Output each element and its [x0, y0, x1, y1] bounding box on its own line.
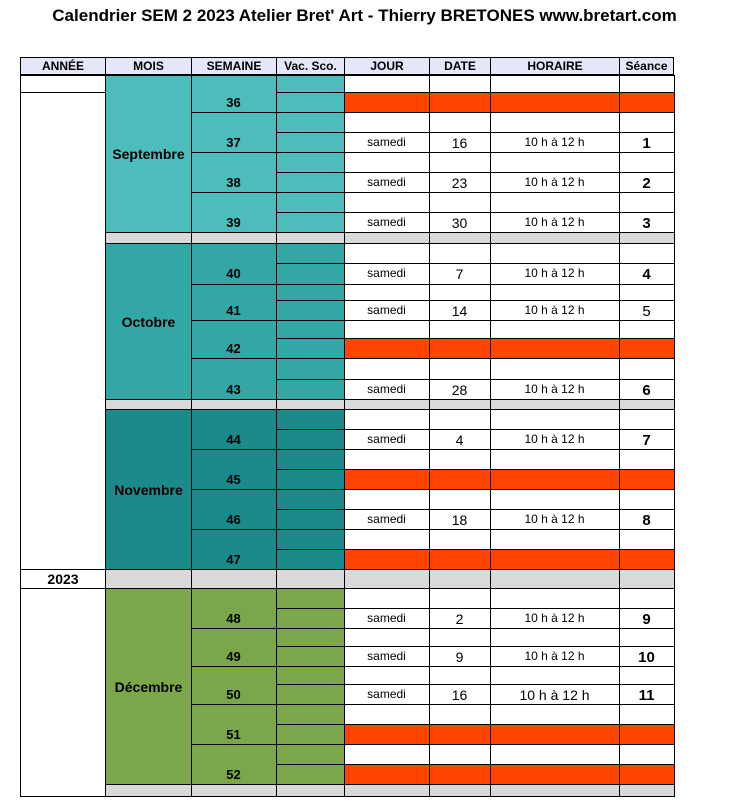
gap-cell	[429, 409, 491, 430]
gap-cell	[429, 744, 491, 765]
vac-cell	[276, 112, 345, 133]
separator-cell	[429, 569, 491, 589]
gap-cell	[619, 588, 675, 609]
gap-cell	[344, 192, 430, 213]
annee-top-row	[20, 75, 106, 93]
vac-cell	[276, 358, 345, 380]
separator-cell	[490, 569, 620, 589]
vac-cell	[276, 529, 345, 550]
header-vac-sco: Vac. Sco.	[276, 57, 345, 75]
header-horaire: HORAIRE	[490, 57, 620, 75]
week-number: 38	[226, 175, 241, 190]
seance-cell	[619, 764, 675, 785]
date-text: 14	[451, 303, 468, 319]
horaire-cell	[490, 764, 620, 785]
jour-text: samedi	[367, 135, 406, 149]
gap-cell	[344, 243, 430, 264]
gap-cell	[344, 744, 430, 765]
vac-cell	[276, 212, 345, 233]
separator-cell	[344, 569, 430, 589]
vac-cell	[276, 284, 345, 301]
seance-cell	[619, 338, 675, 359]
jour-text: samedi	[367, 266, 406, 280]
horaire-cell	[490, 724, 620, 745]
gap-cell	[490, 243, 620, 264]
annee-column	[20, 75, 106, 797]
gap-cell	[619, 449, 675, 470]
gap-cell	[429, 489, 491, 510]
gap-cell	[429, 284, 491, 301]
gap-cell	[344, 704, 430, 725]
week-number: 49	[226, 649, 241, 664]
gap-cell	[490, 529, 620, 550]
vac-cell	[276, 628, 345, 647]
seance-cell	[619, 549, 675, 570]
week-number: 40	[226, 266, 241, 281]
gap-cell	[344, 75, 430, 93]
gap-cell	[344, 284, 430, 301]
gap-cell	[429, 449, 491, 470]
year-cell: 2023	[20, 569, 106, 589]
jour-text: samedi	[367, 512, 406, 526]
gap-cell	[490, 666, 620, 685]
jour-text: samedi	[367, 432, 406, 446]
separator-cell	[490, 232, 620, 244]
horaire-cell	[490, 469, 620, 490]
gap-cell	[429, 112, 491, 133]
gap-cell	[619, 75, 675, 93]
jour-cell	[344, 92, 430, 113]
week-number: 51	[226, 727, 241, 742]
gap-cell	[429, 152, 491, 173]
separator-cell	[191, 784, 277, 797]
separator-cell	[619, 399, 675, 410]
vac-cell	[276, 92, 345, 113]
month-decembre: Décembre	[105, 588, 192, 785]
gap-cell	[344, 449, 430, 470]
separator-cell	[619, 784, 675, 797]
gap-cell	[619, 358, 675, 380]
jour-text: samedi	[367, 649, 406, 663]
week-number: 44	[226, 432, 241, 447]
seance-cell	[619, 724, 675, 745]
gap-cell	[490, 284, 620, 301]
gap-cell	[344, 152, 430, 173]
horaire-cell	[490, 92, 620, 113]
horaire-text: 10 h à 12 h	[524, 303, 585, 317]
date-text: 28	[451, 382, 468, 398]
vac-cell	[276, 192, 345, 213]
vac-cell	[276, 764, 345, 785]
vac-cell	[276, 684, 345, 705]
seance-text: 7	[642, 432, 651, 449]
gap-cell	[619, 192, 675, 213]
seance-text: 2	[642, 175, 651, 192]
jour-cell	[344, 764, 430, 785]
separator-cell	[619, 232, 675, 244]
month-octobre: Octobre	[105, 243, 192, 400]
gap-cell	[490, 744, 620, 765]
vac-cell	[276, 666, 345, 685]
seance-text: 5	[642, 303, 651, 320]
horaire-cell	[490, 338, 620, 359]
gap-cell	[429, 75, 491, 93]
separator-cell	[429, 232, 491, 244]
header-jour: JOUR	[344, 57, 430, 75]
gap-cell	[429, 704, 491, 725]
date-text: 16	[451, 687, 468, 703]
seance-text: 3	[642, 215, 651, 232]
date-cell	[429, 764, 491, 785]
header-seance: Séance	[619, 57, 674, 75]
vac-cell	[276, 608, 345, 629]
gap-cell	[429, 628, 491, 647]
vac-cell	[276, 409, 345, 430]
gap-cell	[344, 112, 430, 133]
vac-cell	[276, 509, 345, 530]
gap-cell	[344, 666, 430, 685]
vac-cell	[276, 646, 345, 667]
jour-text: samedi	[367, 611, 406, 625]
vac-cell	[276, 300, 345, 321]
gap-cell	[344, 489, 430, 510]
week-number: 42	[226, 341, 241, 356]
gap-cell	[344, 409, 430, 430]
seance-text: 9	[642, 611, 651, 628]
date-text: 2	[455, 611, 464, 627]
seance-cell	[619, 469, 675, 490]
vac-cell	[276, 75, 345, 93]
horaire-text: 10 h à 12 h	[519, 687, 590, 703]
header-date: DATE	[429, 57, 491, 75]
date-text: 16	[451, 135, 468, 151]
vac-cell	[276, 152, 345, 173]
seance-cell	[619, 92, 675, 113]
vac-cell	[276, 549, 345, 570]
gap-cell	[429, 529, 491, 550]
horaire-text: 10 h à 12 h	[524, 432, 585, 446]
gap-cell	[490, 449, 620, 470]
separator-cell	[276, 569, 345, 589]
week-number: 43	[226, 382, 241, 397]
vac-cell	[276, 469, 345, 490]
jour-text: samedi	[367, 175, 406, 189]
week-number: 47	[226, 552, 241, 567]
vac-cell	[276, 744, 345, 765]
week-number: 45	[226, 472, 241, 487]
gap-cell	[490, 628, 620, 647]
gap-cell	[490, 409, 620, 430]
jour-cell	[344, 549, 430, 570]
gap-cell	[619, 320, 675, 339]
gap-cell	[619, 529, 675, 550]
week-number: 41	[226, 303, 241, 318]
gap-cell	[429, 320, 491, 339]
separator-cell	[429, 399, 491, 410]
week-number: 52	[226, 767, 241, 782]
horaire-text: 10 h à 12 h	[524, 135, 585, 149]
separator-cell	[105, 784, 192, 797]
seance-text: 11	[638, 687, 655, 704]
separator-cell	[344, 399, 430, 410]
vac-cell	[276, 243, 345, 264]
vac-cell	[276, 704, 345, 725]
vac-cell	[276, 449, 345, 470]
gap-cell	[490, 112, 620, 133]
date-cell	[429, 92, 491, 113]
week-number: 39	[226, 215, 241, 230]
gap-cell	[619, 704, 675, 725]
gap-cell	[490, 489, 620, 510]
week-number: 50	[226, 687, 241, 702]
separator-cell	[344, 232, 430, 244]
jour-text: samedi	[367, 215, 406, 229]
seance-text: 8	[642, 512, 651, 529]
horaire-text: 10 h à 12 h	[524, 215, 585, 229]
separator-cell	[105, 569, 192, 589]
gap-cell	[490, 704, 620, 725]
separator-cell	[191, 569, 277, 589]
gap-cell	[344, 358, 430, 380]
seance-text: 10	[638, 649, 655, 666]
date-text: 7	[455, 266, 464, 282]
date-cell	[429, 469, 491, 490]
gap-cell	[619, 409, 675, 430]
vac-cell	[276, 132, 345, 153]
date-text: 30	[451, 215, 468, 231]
horaire-text: 10 h à 12 h	[524, 266, 585, 280]
date-text: 4	[455, 432, 464, 448]
week-number: 46	[226, 512, 241, 527]
vac-cell	[276, 588, 345, 609]
gap-cell	[344, 320, 430, 339]
horaire-text: 10 h à 12 h	[524, 611, 585, 625]
header-semaine: SEMAINE	[191, 57, 277, 75]
separator-cell	[490, 784, 620, 797]
gap-cell	[429, 588, 491, 609]
vac-cell	[276, 489, 345, 510]
page-title: Calendrier SEM 2 2023 Atelier Bret' Art - Thierry BRETONES www.bretart.com	[52, 6, 677, 25]
month-novembre: Novembre	[105, 409, 192, 570]
header-mois: MOIS	[105, 57, 192, 75]
vac-cell	[276, 429, 345, 450]
seance-text: 6	[642, 382, 651, 399]
gap-cell	[490, 75, 620, 93]
vac-cell	[276, 338, 345, 359]
vac-cell	[276, 724, 345, 745]
jour-cell	[344, 338, 430, 359]
jour-cell	[344, 724, 430, 745]
separator-cell	[276, 784, 345, 797]
week-number: 48	[226, 611, 241, 626]
jour-text: samedi	[367, 303, 406, 317]
week-number: 37	[226, 135, 241, 150]
gap-cell	[619, 628, 675, 647]
gap-cell	[429, 243, 491, 264]
separator-cell	[429, 784, 491, 797]
gap-cell	[619, 666, 675, 685]
vac-cell	[276, 263, 345, 285]
gap-cell	[619, 243, 675, 264]
jour-cell	[344, 469, 430, 490]
vac-cell	[276, 379, 345, 400]
gap-cell	[344, 529, 430, 550]
gap-cell	[490, 152, 620, 173]
date-cell	[429, 549, 491, 570]
gap-cell	[344, 588, 430, 609]
gap-cell	[490, 320, 620, 339]
horaire-text: 10 h à 12 h	[524, 512, 585, 526]
seance-text: 4	[642, 266, 651, 283]
horaire-text: 10 h à 12 h	[524, 649, 585, 663]
separator-cell	[344, 784, 430, 797]
header-annee: ANNÉE	[20, 57, 106, 75]
gap-cell	[490, 358, 620, 380]
gap-cell	[619, 152, 675, 173]
date-text: 9	[455, 649, 464, 665]
gap-cell	[429, 358, 491, 380]
gap-cell	[429, 192, 491, 213]
date-cell	[429, 338, 491, 359]
gap-cell	[429, 666, 491, 685]
month-septembre: Septembre	[105, 75, 192, 233]
horaire-cell	[490, 549, 620, 570]
separator-cell	[490, 399, 620, 410]
gap-cell	[619, 744, 675, 765]
date-cell	[429, 724, 491, 745]
jour-text: samedi	[367, 382, 406, 396]
horaire-text: 10 h à 12 h	[524, 175, 585, 189]
gap-cell	[619, 284, 675, 301]
vac-cell	[276, 172, 345, 193]
gap-cell	[619, 489, 675, 510]
vac-cell	[276, 320, 345, 339]
gap-cell	[490, 192, 620, 213]
separator-cell	[619, 569, 675, 589]
gap-cell	[619, 112, 675, 133]
jour-text: samedi	[367, 687, 406, 701]
week-number: 36	[226, 95, 241, 110]
horaire-text: 10 h à 12 h	[524, 382, 585, 396]
date-text: 23	[451, 175, 468, 191]
date-text: 18	[451, 512, 468, 528]
gap-cell	[490, 588, 620, 609]
gap-cell	[344, 628, 430, 647]
seance-text: 1	[642, 135, 651, 152]
